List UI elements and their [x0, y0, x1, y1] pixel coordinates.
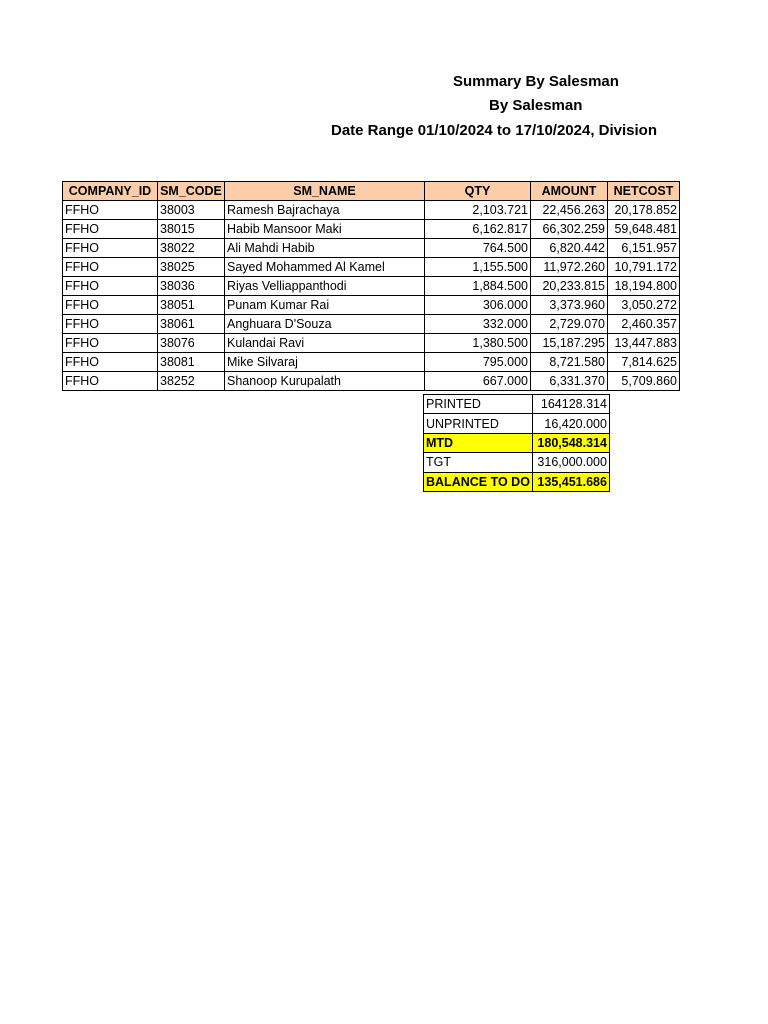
cell-company-id: FFHO — [63, 315, 158, 334]
summary-row — [424, 453, 610, 472]
cell-sm-name: Kulandai Ravi — [225, 334, 425, 353]
summary-label: MTD — [424, 433, 533, 452]
summary-label: BALANCE TO DO — [424, 472, 533, 491]
salesman-table — [62, 181, 680, 391]
cell-sm-name: Sayed Mohammed Al Kamel — [225, 258, 425, 277]
cell-netcost: 18,194.800 — [608, 277, 680, 296]
cell-amount: 3,373.960 — [531, 296, 608, 315]
col-header-netcost: NETCOST — [608, 182, 680, 201]
cell-company-id: FFHO — [63, 277, 158, 296]
cell-amount: 20,233.815 — [531, 277, 608, 296]
cell-netcost: 6,151.957 — [608, 239, 680, 258]
summary-value: 16,420.000 — [532, 414, 609, 433]
cell-netcost: 7,814.625 — [608, 353, 680, 372]
cell-amount: 8,721.580 — [531, 353, 608, 372]
cell-sm-name: Punam Kumar Rai — [225, 296, 425, 315]
cell-company-id: FFHO — [63, 258, 158, 277]
col-header-sm-name: SM_NAME — [225, 182, 425, 201]
cell-sm-code: 38252 — [158, 372, 225, 391]
cell-sm-name: Mike Silvaraj — [225, 353, 425, 372]
table-row — [63, 277, 680, 296]
report-subtitle: By Salesman — [489, 97, 583, 114]
cell-netcost: 20,178.852 — [608, 201, 680, 220]
cell-netcost: 59,648.481 — [608, 220, 680, 239]
cell-sm-code: 38025 — [158, 258, 225, 277]
cell-company-id: FFHO — [63, 220, 158, 239]
cell-sm-code: 38003 — [158, 201, 225, 220]
cell-company-id: FFHO — [63, 201, 158, 220]
cell-amount: 66,302.259 — [531, 220, 608, 239]
col-header-company-id: COMPANY_ID — [63, 182, 158, 201]
summary-value: 135,451.686 — [532, 472, 609, 491]
table-row — [63, 239, 680, 258]
cell-company-id: FFHO — [63, 372, 158, 391]
table-row — [63, 220, 680, 239]
summary-label: UNPRINTED — [424, 414, 533, 433]
cell-company-id: FFHO — [63, 334, 158, 353]
cell-sm-code: 38022 — [158, 239, 225, 258]
cell-netcost: 10,791.172 — [608, 258, 680, 277]
table-row — [63, 372, 680, 391]
cell-sm-name: Riyas Velliappanthodi — [225, 277, 425, 296]
cell-sm-code: 38061 — [158, 315, 225, 334]
summary-value: 180,548.314 — [532, 433, 609, 452]
cell-qty: 667.000 — [425, 372, 531, 391]
table-row — [63, 201, 680, 220]
col-header-sm-code: SM_CODE — [158, 182, 225, 201]
cell-netcost: 13,447.883 — [608, 334, 680, 353]
cell-netcost: 3,050.272 — [608, 296, 680, 315]
col-header-qty: QTY — [425, 182, 531, 201]
cell-sm-name: Shanoop Kurupalath — [225, 372, 425, 391]
cell-qty: 1,155.500 — [425, 258, 531, 277]
col-header-amount: AMOUNT — [531, 182, 608, 201]
cell-qty: 764.500 — [425, 239, 531, 258]
summary-label: TGT — [424, 453, 533, 472]
cell-company-id: FFHO — [63, 239, 158, 258]
cell-qty: 1,884.500 — [425, 277, 531, 296]
cell-qty: 6,162.817 — [425, 220, 531, 239]
summary-value: 316,000.000 — [532, 453, 609, 472]
cell-qty: 1,380.500 — [425, 334, 531, 353]
cell-netcost: 5,709.860 — [608, 372, 680, 391]
cell-sm-name: Habib Mansoor Maki — [225, 220, 425, 239]
cell-amount: 11,972.260 — [531, 258, 608, 277]
table-row — [63, 334, 680, 353]
cell-sm-code: 38051 — [158, 296, 225, 315]
cell-sm-code: 38015 — [158, 220, 225, 239]
summary-value: 164128.314 — [532, 395, 609, 414]
cell-amount: 6,331.370 — [531, 372, 608, 391]
cell-sm-name: Ramesh Bajrachaya — [225, 201, 425, 220]
cell-qty: 332.000 — [425, 315, 531, 334]
table-row — [63, 258, 680, 277]
table-row — [63, 296, 680, 315]
cell-amount: 2,729.070 — [531, 315, 608, 334]
cell-netcost: 2,460.357 — [608, 315, 680, 334]
cell-sm-code: 38076 — [158, 334, 225, 353]
summary-row — [424, 414, 610, 433]
cell-amount: 15,187.295 — [531, 334, 608, 353]
date-range-line: Date Range 01/10/2024 to 17/10/2024, Division — [331, 122, 658, 139]
cell-sm-name: Ali Mahdi Habib — [225, 239, 425, 258]
cell-qty: 2,103.721 — [425, 201, 531, 220]
cell-amount: 22,456.263 — [531, 201, 608, 220]
cell-qty: 306.000 — [425, 296, 531, 315]
summary-row — [424, 433, 610, 452]
cell-sm-code: 38081 — [158, 353, 225, 372]
cell-company-id: FFHO — [63, 353, 158, 372]
summary-label: PRINTED — [424, 395, 533, 414]
summary-row — [424, 395, 610, 414]
cell-sm-code: 38036 — [158, 277, 225, 296]
summary-row — [424, 472, 610, 491]
table-row — [63, 315, 680, 334]
cell-company-id: FFHO — [63, 296, 158, 315]
cell-qty: 795.000 — [425, 353, 531, 372]
report-title: Summary By Salesman — [453, 73, 619, 90]
table-row — [63, 353, 680, 372]
cell-sm-name: Anghuara D'Souza — [225, 315, 425, 334]
cell-amount: 6,820.442 — [531, 239, 608, 258]
summary-table — [423, 394, 610, 492]
header-row — [63, 182, 680, 201]
